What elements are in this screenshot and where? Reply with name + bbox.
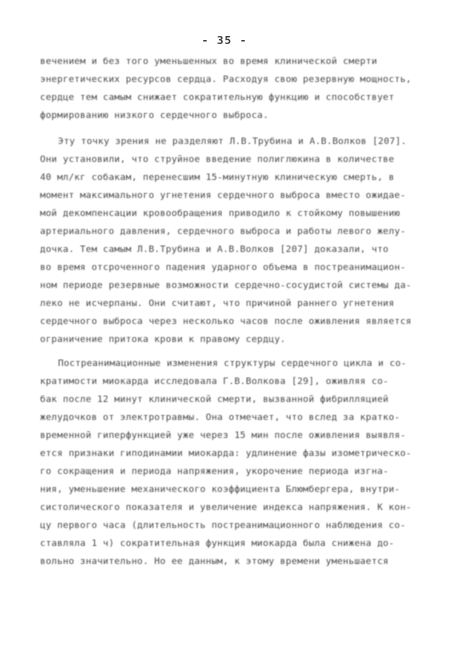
text-line: артериального давления, сердечного выброса и работы левого желу- (40, 226, 406, 237)
text-line: кратимости миокарда исследовала Г.В.Волкова [29], оживляя со- (40, 376, 389, 387)
text-line: мой декомпенсации кровообращения приводило к стойкому повышению (40, 208, 401, 219)
text-line: 40 мл/кг собакам, перенесшим 15-минутную клиническую смерть, в (40, 172, 395, 183)
text-line: Эту точку зрения не разделяют Л.В.Трубина и А.В.Волков [207]. (58, 136, 407, 147)
text-line: дочка. Тем самым Л.В.Трубина и А.В.Волков [207] доказали, что (40, 244, 389, 255)
text-line: временной гиперфункцией уже через 15 мин после оживления выявля- (40, 430, 406, 441)
text-line: Постреанимационные изменения структуры сердечного цикла и со- (58, 358, 407, 369)
text-line: во время отсроченного падения ударного объема в постреанимацион- (40, 262, 406, 273)
text-line: сердце тем самым снижает сократительную функцию и способствует (40, 92, 395, 103)
text-line: сердечного выброса через несколько часов после оживления является (40, 316, 412, 327)
text-line: цу первого часа (длительность постреанимационного наблюдения со- (40, 520, 406, 531)
text-line: ном периоде резервные возможности сердечно-сосудистой системы да- (40, 280, 412, 291)
text-line: леко не исчерпаны. Они считают, что причиной раннего угнетения (40, 298, 395, 309)
text-line: желудочков от электротравмы. Она отмечает, что вслед за кратко- (40, 412, 401, 423)
page-number: - 35 - (201, 34, 248, 47)
text-line: момент максимального угнетения сердечного выброса вместо ожидае- (40, 190, 406, 201)
text-line: систолического показателя и увеличение индекса напряжения. К кон- (40, 502, 412, 513)
text-line: ограничение притока крови к правому сердцу. (40, 334, 286, 345)
text-line: го сокращения и периода напряжения, укорочение периода изгна- (40, 466, 389, 477)
text-line: вечением и без того уменьшенных во время клинической смерти (40, 56, 378, 67)
text-line: ставляла 1 ч) сократительная функция миокарда была снижена до- (40, 538, 395, 549)
text-line: ния, уменьшение механического коэффициента Блюмбергера, внутри- (40, 484, 401, 495)
text-line: Они установили, что струйное введение полиглюкина в количестве (40, 154, 395, 165)
text-line: формированию низкого сердечного выброса. (40, 110, 269, 121)
text-line: вольно значительно. Но ее данным, к этому времени уменьшается (40, 556, 389, 567)
text-line: энергетических ресурсов сердца. Расходуя свою резервную мощность, (40, 74, 412, 85)
text-line: бак после 12 минут клинической смерти, вызванной фибрилляцией (40, 394, 389, 405)
text-line: ется признаки гиподинамии миокарда: удлинение фазы изометрическо- (40, 448, 412, 459)
